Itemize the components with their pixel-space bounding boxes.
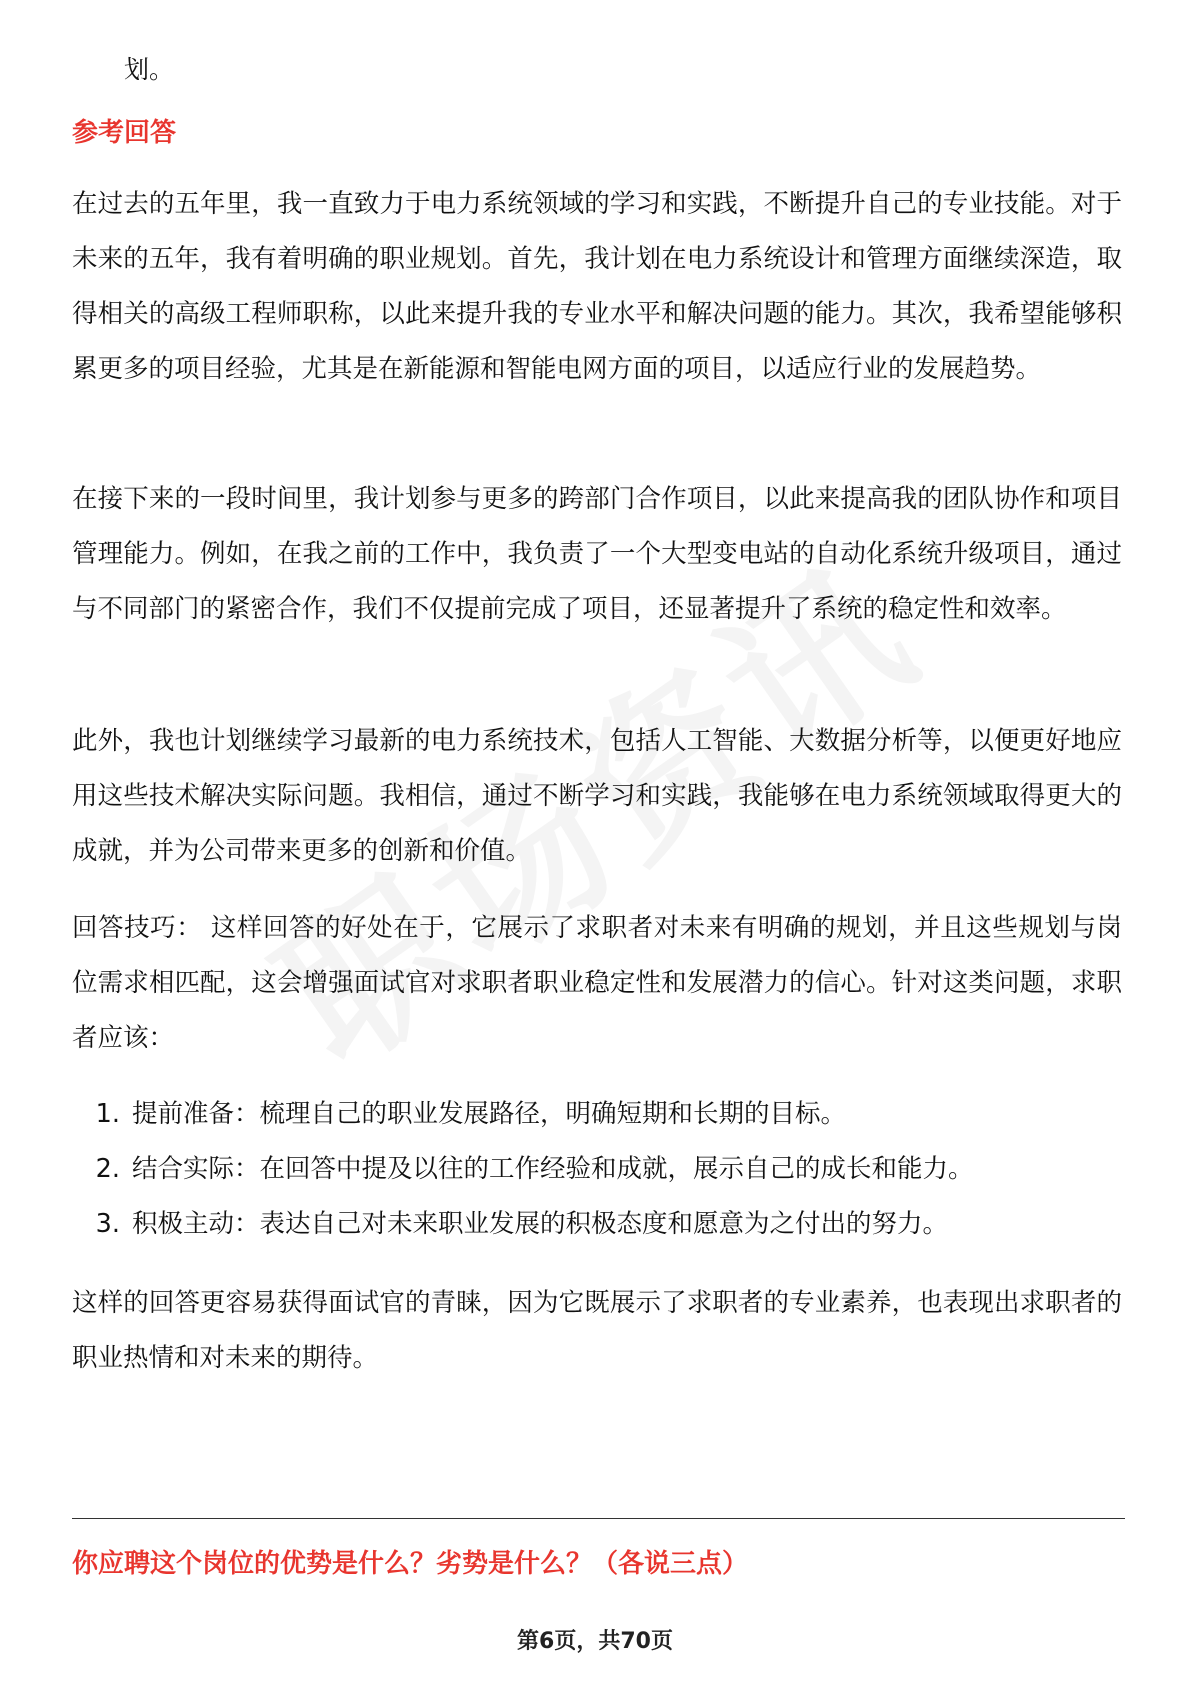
section-divider <box>72 1518 1125 1519</box>
tips-list <box>72 1087 1122 1252</box>
answer-tips-paragraph: 回答技巧： 这样回答的好处在于，它展示了求职者对未来有明确的规划，并且这些规划与岗位需求相匹配，这会增强面试官对求职者职业稳定性和发展潜力的信心。针对这类问题，求职者应该： <box>72 913 1122 1053</box>
next-question-heading: 你应聘这个岗位的优势是什么？劣势是什么？（各说三点） <box>72 1549 749 1579</box>
list-number: 1. <box>95 1099 120 1129</box>
list-item <box>72 1087 1122 1142</box>
list-item-text: 提前准备：梳理自己的职业发展路径，明确短期和长期的目标。 <box>132 1099 847 1129</box>
page-footer: 第6页，共70页 <box>517 1629 673 1654</box>
answer-paragraph-2: 在接下来的一段时间里，我计划参与更多的跨部门合作项目，以此来提高我的团队协作和项目管理能力。例如，在我之前的工作中，我负责了一个大型变电站的自动化系统升级项目，通过与不同部门的紧密合作，我们不仅提前完成了项目，还显著提升了系统的稳定性和效率。 <box>72 484 1122 624</box>
list-number: 3. <box>95 1209 120 1239</box>
list-item <box>72 1197 1122 1252</box>
list-item <box>72 1142 1122 1197</box>
reference-answer-heading: 参考回答 <box>72 118 177 148</box>
list-item-text: 结合实际：在回答中提及以往的工作经验和成就，展示自己的成长和能力。 <box>132 1154 974 1184</box>
continuation-text: 划。 <box>124 55 175 84</box>
closing-paragraph: 这样的回答更容易获得面试官的青睐，因为它既展示了求职者的专业素养，也表现出求职者的职业热情和对未来的期待。 <box>72 1288 1122 1373</box>
list-number: 2. <box>95 1154 120 1184</box>
answer-paragraph-1: 在过去的五年里，我一直致力于电力系统领域的学习和实践，不断提升自己的专业技能。对于未来的五年，我有着明确的职业规划。首先，我计划在电力系统设计和管理方面继续深造，取得相关的高级工程师职称，以此来提升我的专业水平和解决问题的能力。其次，我希望能够积累更多的项目经验，尤其是在新能源和智能电网方面的项目，以适应行业的发展趋势。 <box>72 189 1122 384</box>
list-item-text: 积极主动：表达自己对未来职业发展的积极态度和愿意为之付出的努力。 <box>132 1209 949 1239</box>
answer-paragraph-3: 此外，我也计划继续学习最新的电力系统技术，包括人工智能、大数据分析等，以便更好地应用这些技术解决实际问题。我相信，通过不断学习和实践，我能够在电力系统领域取得更大的成就，并为公司带来更多的创新和价值。 <box>72 726 1122 866</box>
